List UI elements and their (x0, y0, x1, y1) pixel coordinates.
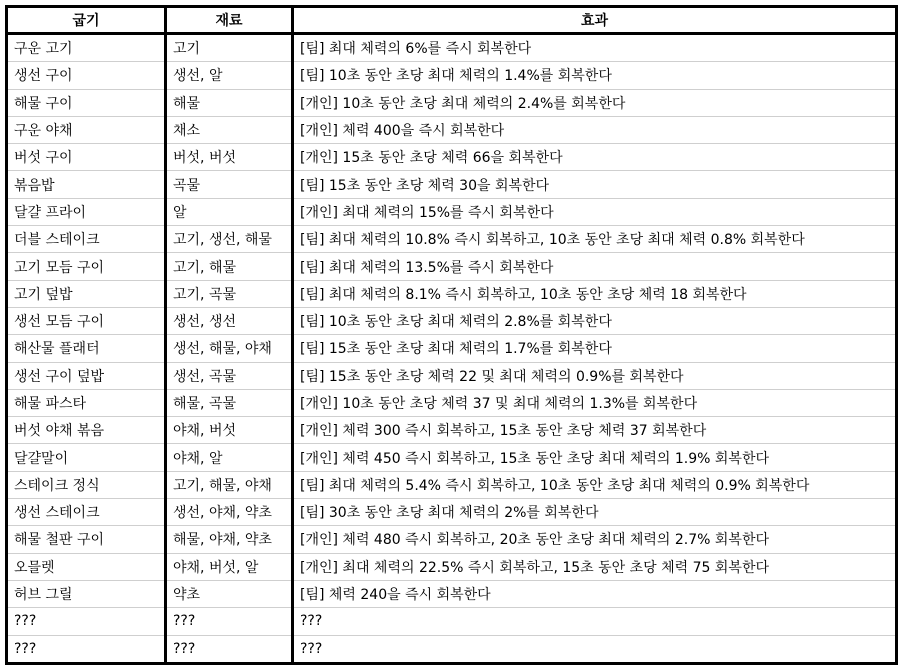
dish-cell: 버섯 구이 (7, 144, 166, 171)
ingredients-cell: 고기, 해물, 야채 (166, 471, 293, 498)
effect-cell: [팀] 30초 동안 초당 최대 체력의 2%를 회복한다 (293, 499, 897, 526)
table-row (7, 144, 897, 171)
dish-cell: 생선 구이 덮밥 (7, 362, 166, 389)
effect-cell: [팀] 15초 동안 초당 최대 체력의 1.7%를 회복한다 (293, 335, 897, 362)
dish-cell: 오믈렛 (7, 553, 166, 580)
table-row (7, 444, 897, 471)
dish-cell: 해산물 플래터 (7, 335, 166, 362)
ingredients-cell: 고기, 곡물 (166, 280, 293, 307)
effect-cell: ??? (293, 608, 897, 635)
table-row (7, 198, 897, 225)
header-effect: 효과 (293, 7, 897, 34)
table-row (7, 171, 897, 198)
table-row (7, 280, 897, 307)
dish-cell: 생선 스테이크 (7, 499, 166, 526)
table-row (7, 608, 897, 635)
effect-cell: [팀] 10초 동안 초당 최대 체력의 1.4%를 회복한다 (293, 62, 897, 89)
dish-cell: 고기 모듬 구이 (7, 253, 166, 280)
dish-cell: 생선 구이 (7, 62, 166, 89)
dish-cell: 고기 덮밥 (7, 280, 166, 307)
ingredients-cell: 생선, 곡물 (166, 362, 293, 389)
ingredients-cell: 생선, 알 (166, 62, 293, 89)
table-row (7, 526, 897, 553)
ingredients-cell: ??? (166, 635, 293, 663)
effect-cell: [개인] 최대 체력의 22.5% 즉시 회복하고, 15초 동안 초당 체력 75 회복한다 (293, 553, 897, 580)
table-row (7, 307, 897, 334)
ingredients-cell: 버섯, 버섯 (166, 144, 293, 171)
ingredients-cell: 해물 (166, 89, 293, 116)
ingredients-cell: 생선, 야채, 약초 (166, 499, 293, 526)
table-row (7, 417, 897, 444)
effect-cell: [팀] 15초 동안 초당 체력 30을 회복한다 (293, 171, 897, 198)
table-row (7, 253, 897, 280)
header-row (7, 7, 897, 34)
effect-cell: [개인] 15초 동안 초당 체력 66을 회복한다 (293, 144, 897, 171)
ingredients-cell: 곡물 (166, 171, 293, 198)
dish-cell: 해물 철판 구이 (7, 526, 166, 553)
effect-cell: [개인] 10초 동안 초당 최대 체력의 2.4%를 회복한다 (293, 89, 897, 116)
table-row (7, 499, 897, 526)
table-row (7, 553, 897, 580)
effect-cell: [개인] 체력 480 즉시 회복하고, 20초 동안 초당 최대 체력의 2.7% 회복한다 (293, 526, 897, 553)
effect-cell: [팀] 10초 동안 초당 최대 체력의 2.8%를 회복한다 (293, 307, 897, 334)
table-row (7, 116, 897, 143)
dish-cell: 스테이크 정식 (7, 471, 166, 498)
table-row (7, 226, 897, 253)
effect-cell: [팀] 최대 체력의 6%를 즉시 회복한다 (293, 34, 897, 62)
dish-cell: 더블 스테이크 (7, 226, 166, 253)
table-row (7, 362, 897, 389)
header-dish: 굽기 (7, 7, 166, 34)
ingredients-cell: 해물, 야채, 약초 (166, 526, 293, 553)
table-row (7, 34, 897, 62)
table-row (7, 635, 897, 663)
dish-cell: 허브 그릴 (7, 580, 166, 607)
ingredients-cell: 고기 (166, 34, 293, 62)
table-row (7, 62, 897, 89)
dish-cell: 구운 야채 (7, 116, 166, 143)
ingredients-cell: 해물, 곡물 (166, 389, 293, 416)
header-ingredients: 재료 (166, 7, 293, 34)
grill-recipe-table (5, 5, 898, 665)
effect-cell: [개인] 체력 300 즉시 회복하고, 15초 동안 초당 체력 37 회복한다 (293, 417, 897, 444)
dish-cell: 달걀 프라이 (7, 198, 166, 225)
effect-cell: [팀] 최대 체력의 13.5%를 즉시 회복한다 (293, 253, 897, 280)
ingredients-cell: 야채, 버섯 (166, 417, 293, 444)
ingredients-cell: 고기, 해물 (166, 253, 293, 280)
table-row (7, 471, 897, 498)
dish-cell: ??? (7, 608, 166, 635)
effect-cell: [팀] 최대 체력의 8.1% 즉시 회복하고, 10초 동안 초당 체력 18 회복한다 (293, 280, 897, 307)
ingredients-cell: 알 (166, 198, 293, 225)
ingredients-cell: 약초 (166, 580, 293, 607)
effect-cell: [팀] 15초 동안 초당 체력 22 및 최대 체력의 0.9%를 회복한다 (293, 362, 897, 389)
ingredients-cell: 생선, 생선 (166, 307, 293, 334)
dish-cell: 버섯 야채 볶음 (7, 417, 166, 444)
ingredients-cell: 고기, 생선, 해물 (166, 226, 293, 253)
dish-cell: 볶음밥 (7, 171, 166, 198)
effect-cell: ??? (300, 640, 323, 657)
ingredients-cell: 채소 (166, 116, 293, 143)
dish-cell: 구운 고기 (7, 34, 166, 62)
table-row (7, 335, 897, 362)
dish-cell: 해물 구이 (7, 89, 166, 116)
effect-cell: [팀] 체력 240을 즉시 회복한다 (293, 580, 897, 607)
table-row (7, 580, 897, 607)
effect-cell: [팀] 최대 체력의 10.8% 즉시 회복하고, 10초 동안 초당 최대 체력 0.8% 회복한다 (293, 226, 897, 253)
effect-cell: [개인] 체력 450 즉시 회복하고, 15초 동안 초당 최대 체력의 1.9% 회복한다 (293, 444, 897, 471)
dish-cell: 달걀말이 (7, 444, 166, 471)
effect-cell: [개인] 10초 동안 초당 체력 37 및 최대 체력의 1.3%를 회복한다 (293, 389, 897, 416)
effect-cell: [팀] 최대 체력의 5.4% 즉시 회복하고, 10초 동안 초당 최대 체력의 0.9% 회복한다 (293, 471, 897, 498)
effect-cell: [개인] 최대 체력의 15%를 즉시 회복한다 (293, 198, 897, 225)
effect-cell: [개인] 체력 400을 즉시 회복한다 (293, 116, 897, 143)
recipe-table-container (5, 5, 898, 665)
dish-cell: 생선 모듬 구이 (7, 307, 166, 334)
ingredients-cell: ??? (166, 608, 293, 635)
table-row (7, 89, 897, 116)
dish-cell: ??? (7, 635, 166, 663)
table-body (7, 34, 897, 664)
ingredients-cell: 야채, 알 (166, 444, 293, 471)
ingredients-cell: 생선, 해물, 야채 (166, 335, 293, 362)
table-row (7, 389, 897, 416)
ingredients-cell: 야채, 버섯, 알 (166, 553, 293, 580)
dish-cell: 해물 파스타 (7, 389, 166, 416)
